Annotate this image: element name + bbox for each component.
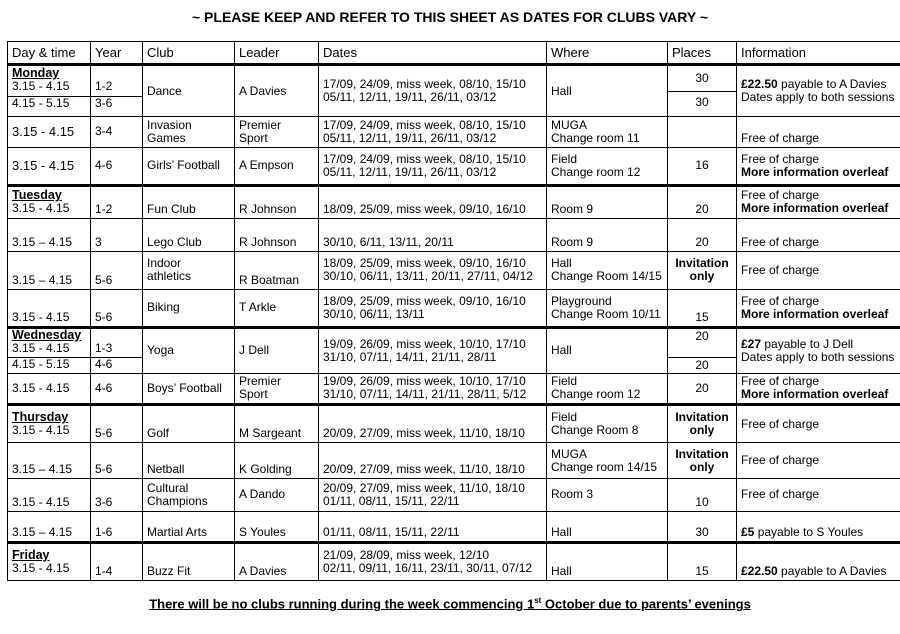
club-cell: Buzz Fit bbox=[143, 543, 235, 581]
info-text: More information overleaf bbox=[741, 306, 889, 321]
year-cell bbox=[91, 328, 143, 374]
year-cell: 5-6 bbox=[91, 404, 143, 442]
information-cell bbox=[737, 512, 900, 543]
information-cell bbox=[737, 373, 900, 404]
dates-cell bbox=[319, 373, 547, 404]
day-heading-thursday: Thursday bbox=[12, 410, 69, 425]
time-text: 3.15 - 4.15 bbox=[12, 79, 70, 94]
day-time-cell bbox=[8, 65, 91, 117]
where-text: Change room 12 bbox=[551, 164, 641, 179]
table-row bbox=[8, 543, 900, 581]
where-text: MUGA bbox=[551, 446, 587, 461]
dates-cell bbox=[319, 289, 547, 327]
leader-cell: T Arkle bbox=[235, 289, 319, 327]
dates-cell bbox=[319, 543, 547, 581]
year-cell: 1-2 bbox=[91, 185, 143, 218]
places-cell: 10 bbox=[668, 478, 737, 511]
footer-notice bbox=[0, 596, 900, 611]
where-text: MUGA bbox=[551, 117, 587, 132]
day-time-cell: 3.15 – 4.15 bbox=[8, 252, 91, 289]
dates-text: 19/09, 26/09, miss week, 10/10, 17/10 bbox=[323, 336, 526, 351]
dates-text: 17/09, 24/09, miss week, 08/10, 15/10 bbox=[323, 77, 526, 92]
dates-cell bbox=[319, 328, 547, 374]
table-row bbox=[8, 443, 900, 478]
places-text: Invitation bbox=[675, 446, 729, 461]
year-cell: 5-6 bbox=[91, 252, 143, 289]
where-cell bbox=[547, 404, 668, 442]
places-text: 20 bbox=[668, 357, 736, 372]
where-cell bbox=[547, 148, 668, 185]
leader-cell: J Dell bbox=[235, 328, 319, 374]
places-cell: 15 bbox=[668, 289, 737, 327]
dates-text: 01/11, 08/11, 15/11, 22/11 bbox=[323, 493, 460, 508]
info-text: payable to J Dell bbox=[761, 336, 854, 351]
day-heading-monday: Monday bbox=[12, 66, 60, 81]
dates-cell: 20/09, 27/09, miss week, 11/10, 18/10 bbox=[319, 404, 547, 442]
year-cell: 3-4 bbox=[91, 116, 143, 147]
information-cell: Free of charge bbox=[737, 443, 900, 478]
col-header-information: Information bbox=[737, 42, 900, 65]
col-header-year: Year bbox=[91, 42, 143, 65]
table-row bbox=[8, 218, 900, 251]
club-text: Games bbox=[147, 130, 186, 145]
table-header-row bbox=[8, 42, 900, 65]
year-cell: 3 bbox=[91, 218, 143, 251]
footer-text: October due to parents’ evenings bbox=[541, 596, 751, 612]
year-text: 1-3 bbox=[95, 341, 113, 356]
table-row bbox=[8, 65, 900, 117]
leader-text: Premier bbox=[239, 374, 282, 389]
year-text: 3-6 bbox=[91, 96, 142, 110]
price-text: £27 bbox=[741, 336, 762, 351]
club-text: Invasion bbox=[147, 117, 192, 132]
club-cell: Dance bbox=[143, 65, 235, 117]
dates-text: 18/09, 25/09, miss week, 09/10, 16/10 bbox=[323, 256, 526, 271]
year-cell: 4-6 bbox=[91, 148, 143, 185]
dates-text: 30/10, 06/11, 13/11, 20/11, 27/11, 04/12 bbox=[323, 269, 533, 284]
where-text: Field bbox=[551, 151, 578, 166]
where-cell bbox=[547, 289, 668, 327]
day-time-cell: 3.15 - 4.15 bbox=[8, 116, 91, 147]
year-cell: 4-6 bbox=[91, 373, 143, 404]
info-text: Dates apply to both sessions bbox=[741, 349, 895, 364]
clubs-table bbox=[7, 41, 900, 581]
col-header-club: Club bbox=[143, 42, 235, 65]
club-cell: Martial Arts bbox=[143, 512, 235, 543]
day-time-cell: 3.15 - 4.15 bbox=[8, 148, 91, 185]
where-text: Change Room 14/15 bbox=[551, 269, 662, 284]
time-text: 4.15 - 5.15 bbox=[8, 96, 90, 110]
where-cell: Room 9 bbox=[547, 185, 668, 218]
where-text: Playground bbox=[551, 293, 612, 308]
places-cell bbox=[668, 116, 737, 147]
dates-text: 02/11, 09/11, 16/11, 23/11, 30/11, 07/12 bbox=[323, 561, 533, 576]
places-text: only bbox=[689, 423, 715, 438]
dates-text: 17/09, 24/09, miss week, 08/10, 15/10 bbox=[323, 151, 526, 166]
price-text: £22.50 bbox=[741, 77, 778, 92]
where-cell bbox=[547, 373, 668, 404]
leader-text: Sport bbox=[239, 387, 268, 402]
dates-text: 21/09, 28/09, miss week, 12/10 bbox=[323, 548, 490, 563]
places-cell bbox=[668, 252, 737, 289]
info-text: payable to S Youles bbox=[754, 525, 864, 540]
club-cell: Boys’ Football bbox=[143, 373, 235, 404]
where-cell: Hall bbox=[547, 65, 668, 117]
leader-cell: A Davies bbox=[235, 543, 319, 581]
where-cell: Hall bbox=[547, 328, 668, 374]
places-text: 20 bbox=[695, 329, 709, 344]
time-text: 3.15 - 4.15 bbox=[12, 423, 70, 438]
dates-text: 20/09, 27/09, miss week, 11/10, 18/10 bbox=[323, 480, 525, 495]
col-header-places: Places bbox=[668, 42, 737, 65]
day-time-cell bbox=[8, 328, 91, 374]
leader-cell: A Davies bbox=[235, 65, 319, 117]
where-text: Change room 14/15 bbox=[551, 459, 658, 474]
dates-cell: 30/10, 6/11, 13/11, 20/11 bbox=[319, 218, 547, 251]
club-cell: Netball bbox=[143, 443, 235, 478]
dates-cell: 20/09, 27/09, miss week, 11/10, 18/10 bbox=[319, 443, 547, 478]
places-text: 30 bbox=[695, 71, 709, 86]
year-cell: 5-6 bbox=[91, 289, 143, 327]
year-cell: 1-6 bbox=[91, 512, 143, 543]
col-header-day-time: Day & time bbox=[8, 42, 91, 65]
club-cell: Girls’ Football bbox=[143, 148, 235, 185]
info-text: Free of charge bbox=[741, 151, 820, 166]
places-cell: 15 bbox=[668, 543, 737, 581]
table-row bbox=[8, 185, 900, 218]
information-cell bbox=[737, 65, 900, 117]
table-row bbox=[8, 328, 900, 374]
info-text: Free of charge bbox=[741, 374, 820, 389]
where-text: Change Room 8 bbox=[551, 423, 639, 438]
club-cell bbox=[143, 478, 235, 511]
information-cell bbox=[737, 543, 900, 581]
club-cell bbox=[143, 252, 235, 289]
club-text: Indoor bbox=[147, 256, 182, 271]
day-time-cell: 3.15 – 4.15 bbox=[8, 218, 91, 251]
places-cell bbox=[668, 443, 737, 478]
where-cell: Hall bbox=[547, 543, 668, 581]
info-text: More information overleaf bbox=[741, 201, 889, 216]
information-cell: Free of charge bbox=[737, 478, 900, 511]
dates-cell bbox=[319, 148, 547, 185]
day-heading-wednesday: Wednesday bbox=[12, 328, 82, 343]
information-cell: Free of charge bbox=[737, 116, 900, 147]
places-cell: 20 bbox=[668, 218, 737, 251]
leader-cell: R Boatman bbox=[235, 252, 319, 289]
dates-text: 18/09, 25/09, miss week, 09/10, 16/10 bbox=[323, 293, 526, 308]
leader-cell bbox=[235, 116, 319, 147]
table-row bbox=[8, 404, 900, 442]
page-title: ~ PLEASE KEEP AND REFER TO THIS SHEET AS DATES FOR CLUBS VARY ~ bbox=[191, 9, 708, 25]
club-cell: Biking bbox=[143, 289, 235, 327]
footer-superscript: st bbox=[534, 596, 542, 605]
information-cell bbox=[737, 185, 900, 218]
table-row bbox=[8, 116, 900, 147]
dates-text: 19/09, 26/09, miss week, 10/10, 17/10 bbox=[323, 374, 526, 389]
where-text: Change room 11 bbox=[551, 130, 640, 145]
day-time-cell bbox=[8, 543, 91, 581]
dates-text: 31/10, 07/11, 14/11, 21/11, 28/11, 5/12 bbox=[323, 387, 527, 402]
col-header-leader: Leader bbox=[235, 42, 319, 65]
dates-cell: 18/09, 25/09, miss week, 09/10, 16/10 bbox=[319, 185, 547, 218]
day-time-cell: 3.15 - 4.15 bbox=[8, 373, 91, 404]
info-text: More information overleaf bbox=[741, 164, 889, 179]
year-cell: 1-4 bbox=[91, 543, 143, 581]
where-cell bbox=[547, 116, 668, 147]
year-cell bbox=[91, 65, 143, 117]
dates-cell: 01/11, 08/11, 15/11, 22/11 bbox=[319, 512, 547, 543]
day-time-cell: 3.15 – 4.15 bbox=[8, 443, 91, 478]
info-text: More information overleaf bbox=[741, 387, 889, 402]
day-time-cell: 3.15 - 4.15 bbox=[8, 478, 91, 511]
club-cell bbox=[143, 116, 235, 147]
club-text: Cultural bbox=[147, 480, 189, 495]
price-text: £22.50 bbox=[741, 564, 778, 578]
leader-cell: R Johnson bbox=[235, 218, 319, 251]
information-cell: Free of charge bbox=[737, 252, 900, 289]
information-cell: Free of charge bbox=[737, 404, 900, 442]
dates-cell bbox=[319, 478, 547, 511]
table-row bbox=[8, 373, 900, 404]
day-heading-friday: Friday bbox=[12, 548, 50, 563]
where-text: Change room 12 bbox=[551, 387, 641, 402]
dates-cell bbox=[319, 116, 547, 147]
information-cell bbox=[737, 328, 900, 374]
places-cell: 16 bbox=[668, 148, 737, 185]
leader-cell bbox=[235, 373, 319, 404]
club-cell: Lego Club bbox=[143, 218, 235, 251]
places-cell bbox=[668, 404, 737, 442]
club-text: Champions bbox=[147, 493, 208, 508]
leader-cell: R Johnson bbox=[235, 185, 319, 218]
table-row bbox=[8, 478, 900, 511]
year-cell: 3-6 bbox=[91, 478, 143, 511]
table-row bbox=[8, 252, 900, 289]
leader-cell: M Sargeant bbox=[235, 404, 319, 442]
where-text: Change Room 10/11 bbox=[551, 306, 661, 321]
where-cell: Room 3 bbox=[547, 478, 668, 511]
leader-cell: K Golding bbox=[235, 443, 319, 478]
places-text: only bbox=[689, 459, 715, 474]
places-cell bbox=[668, 65, 737, 117]
info-text: payable to A Davies bbox=[777, 564, 887, 578]
where-cell bbox=[547, 252, 668, 289]
club-cell: Fun Club bbox=[143, 185, 235, 218]
footer-text: There will be no clubs running during the week commencing 1 bbox=[149, 596, 535, 612]
leader-cell: A Empson bbox=[235, 148, 319, 185]
time-text: 3.15 - 4.15 bbox=[12, 201, 70, 216]
dates-text: 17/09, 24/09, miss week, 08/10, 15/10 bbox=[323, 117, 526, 132]
time-text: 3.15 - 4.15 bbox=[12, 341, 70, 356]
day-time-cell bbox=[8, 185, 91, 218]
year-text: 4-6 bbox=[91, 357, 142, 371]
dates-cell bbox=[319, 65, 547, 117]
where-text: Hall bbox=[551, 256, 572, 271]
day-time-cell: 3.15 - 4.15 bbox=[8, 289, 91, 327]
where-cell bbox=[547, 443, 668, 478]
info-text: Free of charge bbox=[741, 293, 820, 308]
where-text: Field bbox=[551, 410, 578, 425]
dates-text: 31/10, 07/11, 14/11, 21/11, 28/11 bbox=[323, 349, 497, 364]
table-row bbox=[8, 512, 900, 543]
information-cell: Free of charge bbox=[737, 218, 900, 251]
places-cell bbox=[668, 328, 737, 374]
where-cell: Room 9 bbox=[547, 218, 668, 251]
places-cell: 20 bbox=[668, 185, 737, 218]
table-row bbox=[8, 289, 900, 327]
leader-cell: S Youles bbox=[235, 512, 319, 543]
info-text: Free of charge bbox=[741, 188, 820, 203]
club-cell: Yoga bbox=[143, 328, 235, 374]
price-text: £5 bbox=[741, 525, 755, 540]
col-header-where: Where bbox=[547, 42, 668, 65]
places-text: only bbox=[689, 269, 715, 284]
dates-text: 05/11, 12/11, 19/11, 26/11, 03/12 bbox=[323, 130, 497, 145]
dates-text: 30/10, 06/11, 13/11 bbox=[323, 306, 425, 321]
club-cell: Golf bbox=[143, 404, 235, 442]
year-cell: 5-6 bbox=[91, 443, 143, 478]
information-cell bbox=[737, 289, 900, 327]
places-text: 30 bbox=[668, 91, 736, 109]
club-text: athletics bbox=[147, 269, 192, 284]
leader-cell: A Dando bbox=[235, 478, 319, 511]
leader-text: Sport bbox=[239, 130, 268, 145]
day-time-cell: 3.15 – 4.15 bbox=[8, 512, 91, 543]
dates-text: 05/11, 12/11, 19/11, 26/11, 03/12 bbox=[323, 90, 497, 105]
where-cell: Hall bbox=[547, 512, 668, 543]
col-header-dates: Dates bbox=[319, 42, 547, 65]
dates-text: 05/11, 12/11, 19/11, 26/11, 03/12 bbox=[323, 164, 497, 179]
places-cell: 30 bbox=[668, 512, 737, 543]
where-text: Field bbox=[551, 374, 578, 389]
places-cell: 20 bbox=[668, 373, 737, 404]
time-text: 3.15 - 4.15 bbox=[12, 561, 70, 576]
table-row bbox=[8, 148, 900, 185]
leader-text: Premier bbox=[239, 117, 282, 132]
places-text: Invitation bbox=[675, 410, 729, 425]
information-cell bbox=[737, 148, 900, 185]
info-text: payable to A Davies bbox=[777, 77, 887, 92]
day-time-cell bbox=[8, 404, 91, 442]
day-heading-tuesday: Tuesday bbox=[12, 188, 62, 203]
info-text: Dates apply to both sessions bbox=[741, 90, 895, 105]
places-text: Invitation bbox=[675, 256, 729, 271]
dates-cell bbox=[319, 252, 547, 289]
time-text: 4.15 - 5.15 bbox=[8, 357, 90, 371]
year-text: 1-2 bbox=[95, 79, 113, 94]
